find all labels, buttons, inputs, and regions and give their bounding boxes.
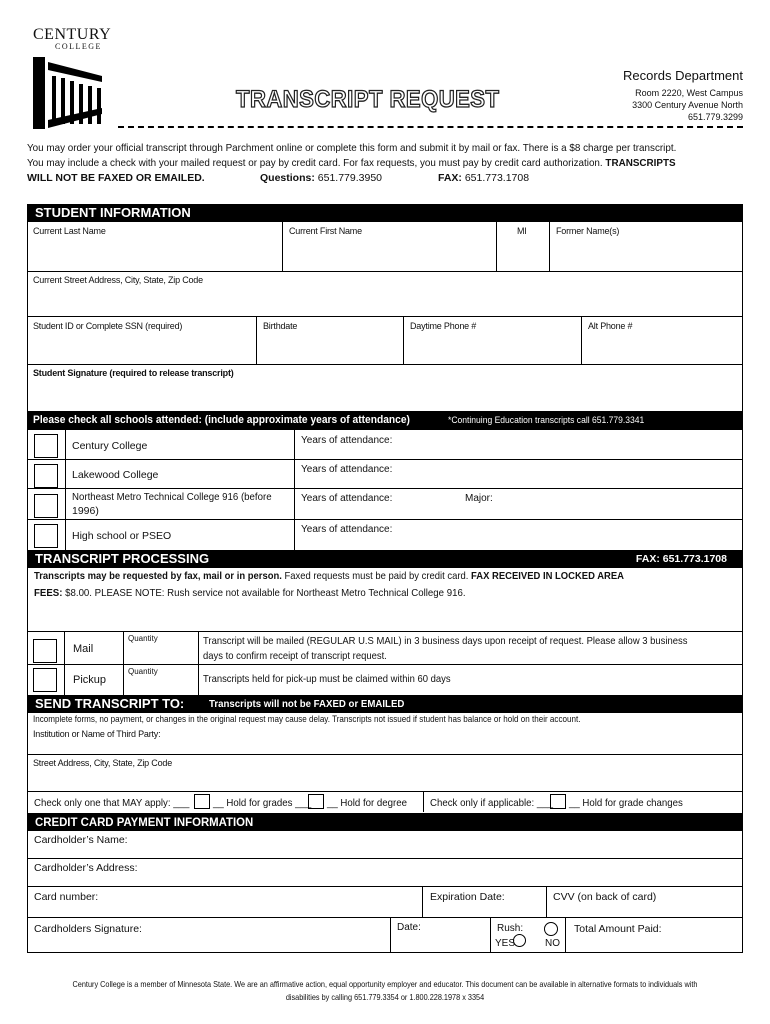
card-number-label: Card number: — [34, 891, 99, 903]
address-label: Current Street Address, City, State, Zip Code — [33, 275, 203, 285]
send-header — [27, 695, 743, 713]
cardholder-name-field[interactable] — [27, 831, 743, 859]
northeast-checkbox[interactable] — [34, 494, 58, 518]
institution-label: Institution or Name of Third Party: — [33, 729, 161, 739]
schools-header — [27, 412, 743, 430]
cardholder-address-field[interactable] — [27, 859, 743, 887]
former-name-label: Former Name(s) — [556, 226, 620, 236]
daytime-phone-label: Daytime Phone # — [410, 321, 477, 331]
mail-row — [27, 632, 743, 665]
cvv-label: CVV (on back of card) — [553, 891, 657, 903]
third-party-address-field[interactable] — [27, 755, 743, 792]
intro-line-3 — [27, 171, 747, 186]
schools-title: Please check all schools attended: (include approximate years of attendance) — [33, 414, 410, 426]
lakewood-label: Lakewood College — [72, 469, 159, 481]
logo-wordmark: CENTURY — [33, 26, 112, 43]
rush-no-label: NO — [545, 938, 560, 949]
expiration-label: Expiration Date: — [430, 891, 505, 903]
highschool-label: High school or PSEO — [72, 530, 172, 542]
third-party-address-label: Street Address, City, State, Zip Code — [33, 758, 172, 768]
student-info-title: STUDENT INFORMATION — [35, 205, 191, 220]
birthdate-label: Birthdate — [263, 321, 298, 331]
rush-yes-label: YES — [495, 938, 516, 949]
fees-line: FEES: $8.00. PLEASE NOTE: Rush service not available for Northeast Metro Technical College 916. — [34, 587, 466, 599]
first-name-field[interactable] — [283, 222, 497, 272]
check-one-label: Check only one that MAY apply: ___ — [34, 797, 190, 809]
pickup-quantity-label: Quantity — [128, 667, 158, 676]
logo-building-icon — [30, 54, 105, 134]
highschool-checkbox[interactable] — [34, 524, 58, 548]
century-checkbox[interactable] — [34, 434, 58, 458]
pickup-label: Pickup — [73, 674, 107, 686]
intro-line-2 — [27, 156, 704, 171]
processing-header — [27, 550, 743, 568]
first-name-label: Current First Name — [289, 226, 362, 236]
credit-header — [27, 813, 743, 831]
send-notice: Incomplete forms, no payment, or changes in the original request may cause delay. Transcripts not issued if student has balance or hold on their account. — [33, 714, 581, 725]
intro-line-1: You may order your official transcript through Parchment online or complete this form and submit it by mail or fax. There is a $8 charge per transcript. — [27, 142, 677, 154]
hold-grade-changes-label: __ Hold for grade changes — [569, 797, 683, 809]
last-name-label: Current Last Name — [33, 226, 106, 236]
northeast-major-label: Major: — [465, 493, 493, 504]
hold-degree-label: __ Hold for degree — [327, 797, 408, 809]
student-info-header — [27, 204, 743, 222]
records-department: Records Department — [623, 68, 743, 83]
mail-quantity-label: Quantity — [128, 634, 158, 643]
school-row-highschool — [27, 520, 743, 550]
intro-text — [27, 141, 747, 186]
card-number-field[interactable] — [27, 887, 423, 917]
processing-line-1: Transcripts may be requested by fax, mail or in person. Faxed requests must be paid by credit card. FAX RECEIVED IN LOCKED AREA — [34, 570, 624, 582]
logo-subword: COLLEGE — [55, 42, 102, 51]
birthdate-field[interactable] — [257, 317, 404, 365]
card-row — [27, 887, 743, 918]
northeast-years-label: Years of attendance: — [301, 493, 393, 504]
mail-checkbox[interactable] — [33, 639, 57, 663]
alt-phone-label: Alt Phone # — [588, 321, 633, 331]
address-line-1: Room 2220, West Campus — [635, 88, 743, 98]
northeast-label-2: 1996) — [72, 505, 99, 517]
hold-grades-checkbox[interactable] — [194, 794, 210, 809]
send-title: SEND TRANSCRIPT TO: — [35, 696, 185, 711]
northeast-label-1: Northeast Metro Technical College 916 (before — [72, 491, 272, 503]
institution-field[interactable] — [27, 727, 743, 755]
hold-degree-checkbox[interactable] — [308, 794, 324, 809]
mail-desc-2: days to confirm receipt of transcript request. — [203, 650, 387, 662]
check-if-label: Check only if applicable: ___ — [430, 797, 553, 809]
signature-row — [27, 918, 743, 953]
college-logo — [30, 26, 110, 136]
intro-line-2-text: You may include a check with your mailed request or pay by credit card. For fax requests, you must pay by credit card authorization. — [27, 157, 603, 169]
footer — [0, 978, 770, 1004]
century-label: Century College — [72, 440, 148, 452]
mail-desc-1: Transcript will be mailed (REGULAR U.S MAIL) in 3 business days upon receipt of request. Please allow 3 business — [203, 635, 688, 647]
total-amount-label: Total Amount Paid: — [574, 923, 662, 935]
student-signature-label: Student Signature (required to release transcript) — [33, 368, 234, 378]
rush-label: Rush: — [497, 923, 524, 934]
lakewood-years-label: Years of attendance: — [301, 464, 393, 475]
mail-label: Mail — [73, 643, 94, 655]
student-id-field[interactable] — [27, 317, 257, 365]
cvv-field[interactable] — [547, 887, 743, 917]
mi-label: MI — [517, 226, 527, 236]
cardholder-address-label: Cardholder’s Address: — [34, 862, 138, 874]
credit-title: CREDIT CARD PAYMENT INFORMATION — [35, 815, 254, 829]
processing-fax: FAX: 651.773.1708 — [635, 553, 727, 565]
address-field[interactable] — [27, 272, 743, 317]
cardholder-name-label: Cardholder’s Name: — [34, 834, 128, 846]
hold-grades-label: __ Hold for grades ___ — [213, 797, 312, 809]
highschool-years-label: Years of attendance: — [301, 524, 393, 535]
student-signature-field[interactable] — [27, 365, 743, 412]
pickup-checkbox[interactable] — [33, 668, 57, 692]
not-faxed-note: WILL NOT BE FAXED OR EMAILED. — [27, 172, 205, 184]
hold-options-row — [27, 792, 743, 812]
mi-field[interactable] — [497, 222, 550, 272]
pickup-desc: Transcripts held for pick-up must be claimed within 60 days — [203, 673, 451, 685]
intro-fax: FAX: 651.773.1708 — [438, 172, 530, 184]
pickup-row — [27, 665, 743, 695]
send-title-note: Transcripts will not be FAXED or EMAILED — [209, 698, 405, 710]
school-row-century — [27, 430, 743, 460]
student-id-label: Student ID or Complete SSN (required) — [33, 321, 183, 331]
continuing-ed-note: *Continuing Education transcripts call 651.779.3341 — [448, 415, 645, 426]
date-label: Date: — [397, 922, 421, 933]
hold-grade-changes-checkbox[interactable] — [550, 794, 566, 809]
school-row-northeast — [27, 489, 743, 520]
last-name-field[interactable] — [27, 222, 283, 272]
address-line-2: 3300 Century Avenue North — [632, 100, 743, 110]
header-divider — [118, 126, 743, 128]
date-field[interactable] — [391, 918, 491, 953]
school-row-lakewood — [27, 460, 743, 489]
century-years-label: Years of attendance: — [301, 435, 393, 446]
footer-line-1: Century College is a member of Minnesota State. We are an affirmative action, equal opportunity employer and educator. This document can be available in alternative formats to individuals with — [72, 979, 698, 989]
expiration-field[interactable] — [423, 887, 547, 917]
rush-no-radio[interactable] — [544, 922, 558, 936]
processing-info — [27, 568, 743, 632]
daytime-phone-field[interactable] — [404, 317, 582, 365]
processing-title: TRANSCRIPT PROCESSING — [35, 551, 210, 566]
lakewood-checkbox[interactable] — [34, 464, 58, 488]
mail-quantity-field[interactable] — [198, 632, 199, 665]
records-phone: 651.779.3299 — [687, 112, 743, 122]
questions-phone: Questions: 651.779.3950 — [260, 172, 382, 184]
total-amount-field[interactable] — [566, 918, 743, 953]
alt-phone-field[interactable] — [582, 317, 743, 365]
form-title: TRANSCRIPT REQUEST — [236, 86, 500, 113]
cardholder-signature-label: Cardholders Signature: — [34, 923, 142, 935]
cardholder-signature-field[interactable] — [27, 918, 391, 953]
former-name-field[interactable] — [550, 222, 743, 272]
footer-line-2: disabilities by calling 651.779.3354 or 1.800.228.1978 x 3354 — [285, 992, 485, 1002]
pickup-quantity-field[interactable] — [198, 665, 199, 695]
intro-line-2-bold: TRANSCRIPTS — [605, 157, 676, 169]
